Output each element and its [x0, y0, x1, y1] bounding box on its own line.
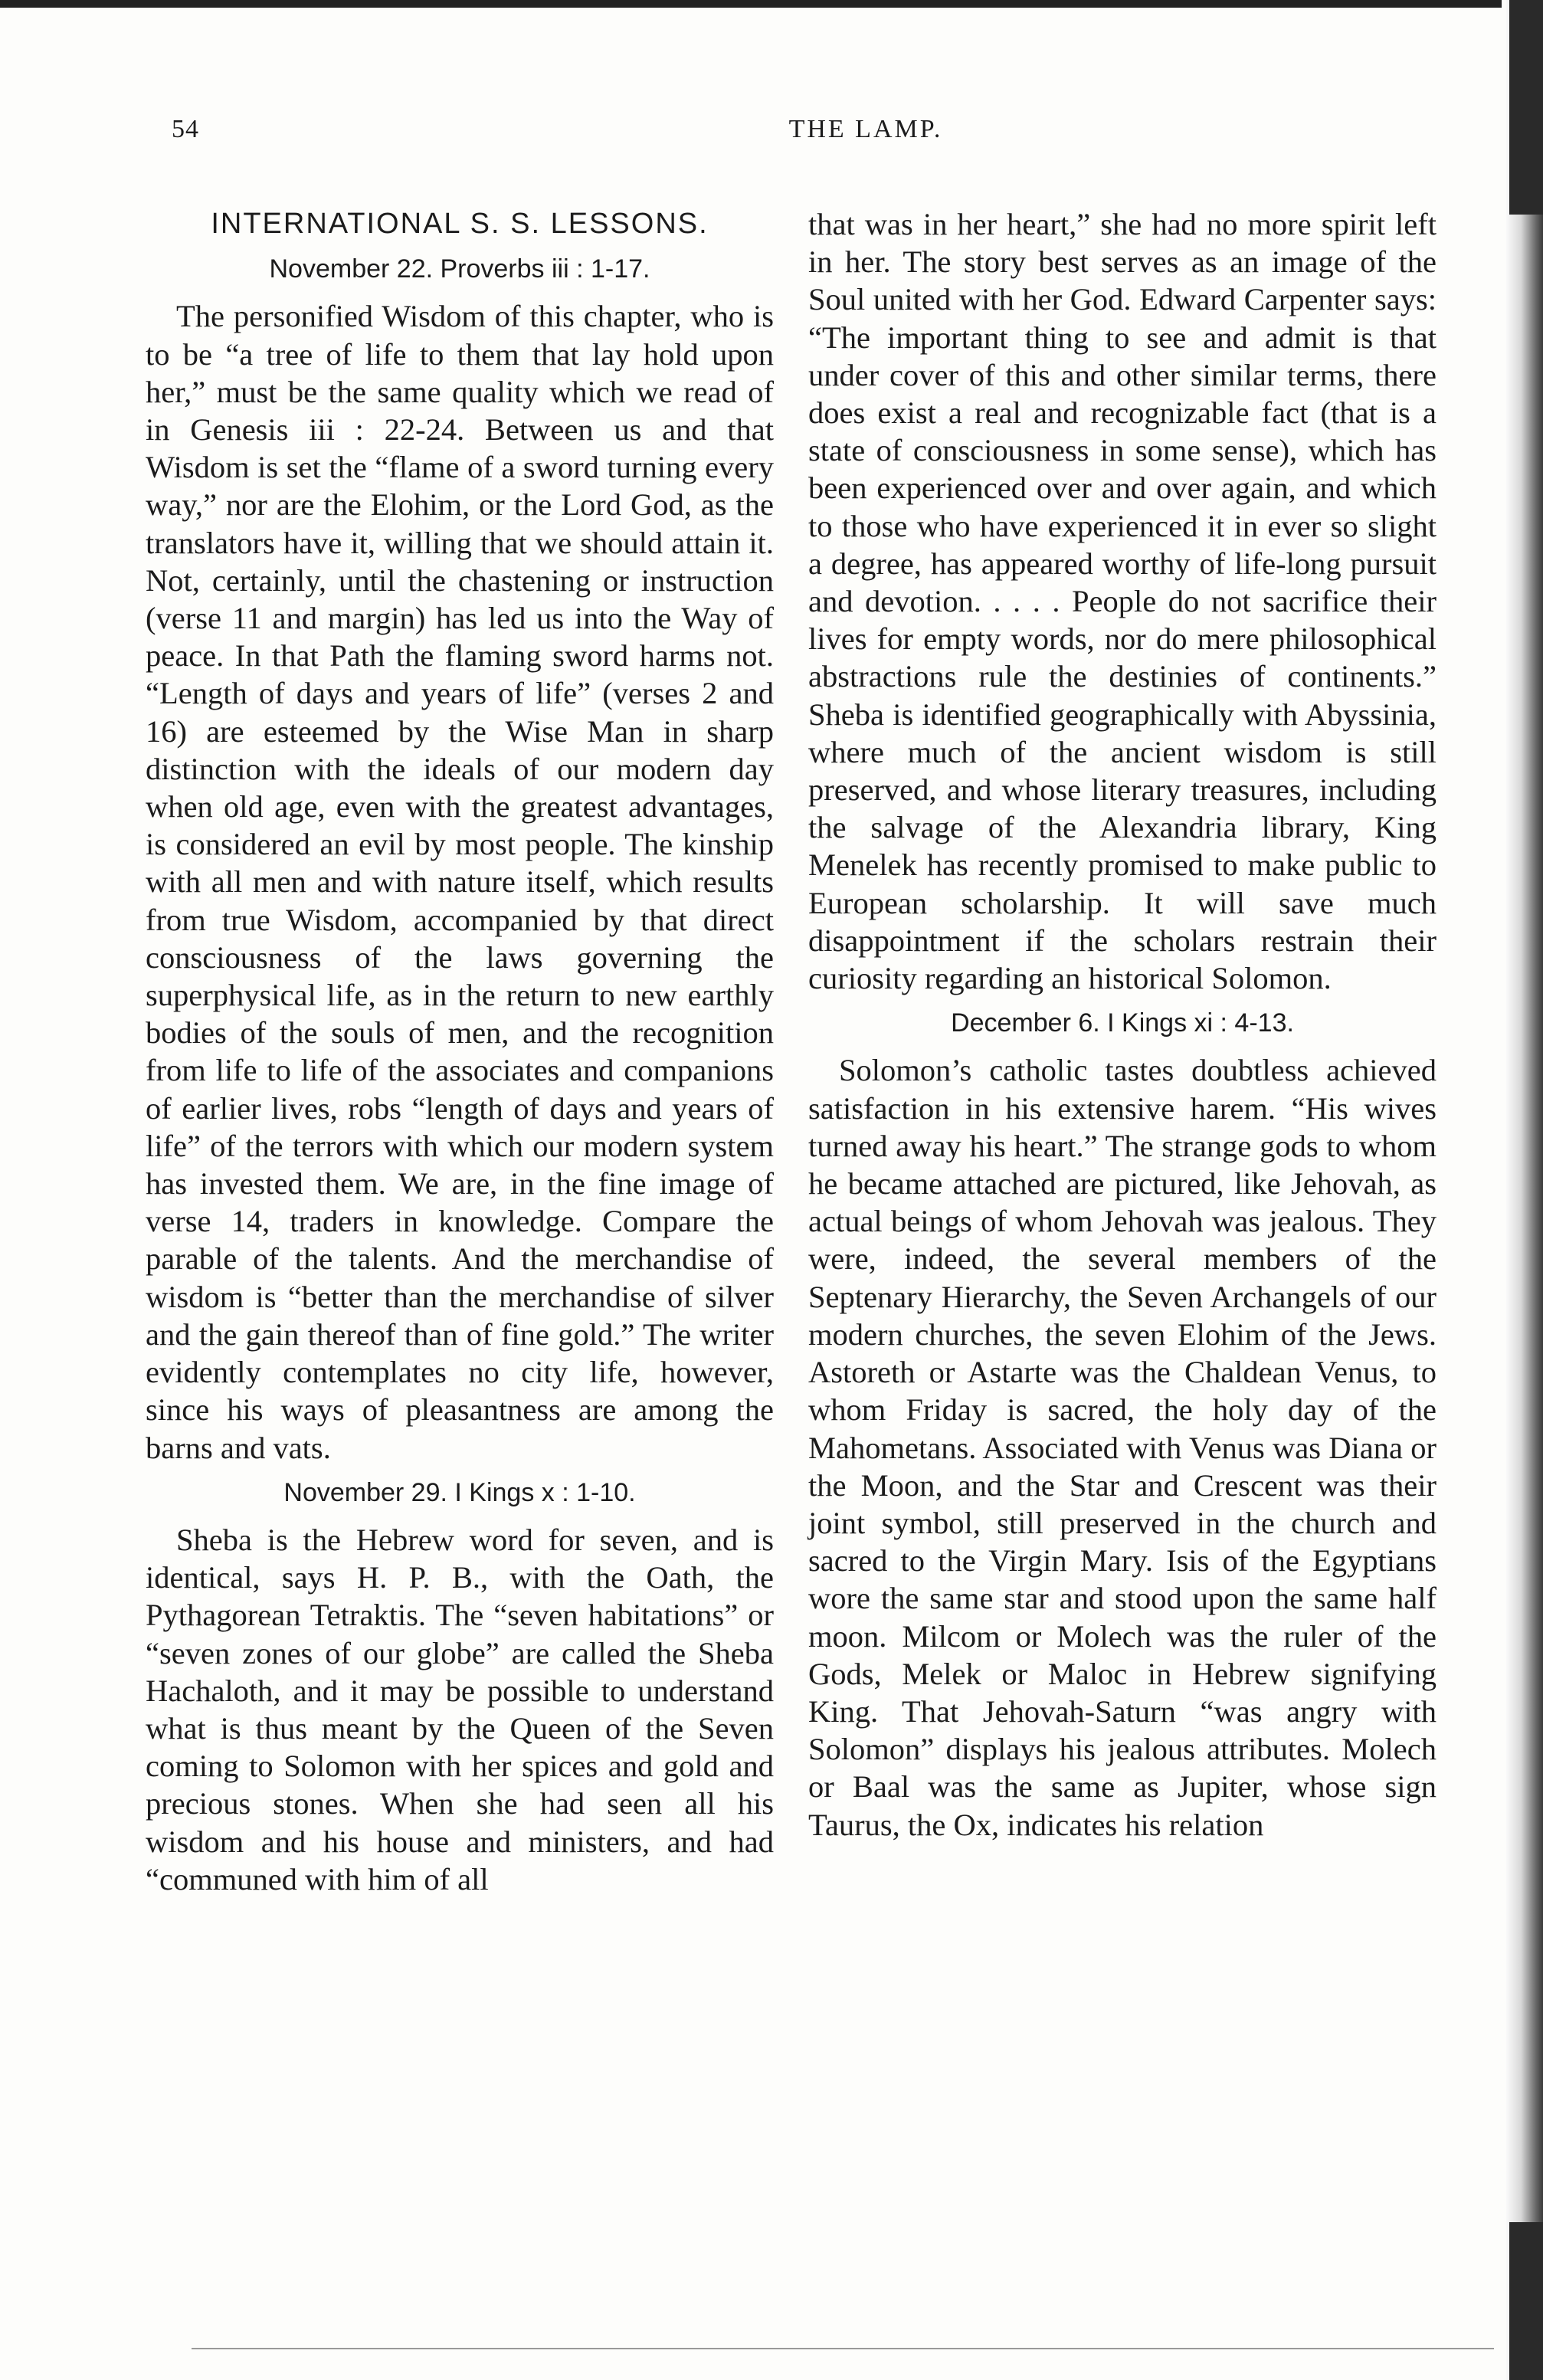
page-edge-shadow [1506, 0, 1543, 2380]
top-rule [0, 0, 1502, 8]
lesson-body-nov-29-continued: that was in her heart,” she had no more spirit left in her. The story best serves as an image of the Soul united with her God. Edward Carpenter says: “The important thing to see and admit is that under cover of this and other similar terms, there does exist a real and recognizable fact (that is a state of consciousness in some sense), which has been experienced over and over again, and which to those who have experienced it in ever so slight a degree, has appeared worthy of life-long pursuit and devotion. . . . . People do not sacrifice their lives for empty words, nor do mere philosophical abstractions rule the destinies of continents.” Sheba is identified geographically with Abyssinia, where much of the ancient wisdom is still preserved, and whose literary treasures, including the salvage of the Alexandria library, King Menelek has recently promised to make public to European scholarship. It will save much disappointment if the scholars restrain their curiosity regarding an historical Solomon. [808, 207, 1437, 996]
page-header [92, 115, 1456, 161]
section-heading: INTERNATIONAL S. S. LESSONS. [211, 208, 709, 240]
page-edge-shadow-top [1509, 0, 1543, 215]
lesson-body-dec-6: Solomon’s catholic tastes doubtless achieved satisfaction in his extensive harem. “His wives turned away his heart.” The strange gods to whom he became attached are pictured, like Jehovah, as actual beings of whom Jehovah was jealous. They were, indeed, the several members of the Septenary Hierarchy, the Seven Archangels of our modern churches, the seven Elohim of the Jews. Astoreth or Astarte was the Chaldean Venus, to whom Friday is sacred, the holy day of the Mahometans. Associated with Venus was Diana or the Moon, and the Star and Crescent was their joint symbol, still preserved in the church and sacred to the Virgin Mary. Isis of the Egyptians wore the same star and stood upon the same half moon. Milcom or Molech was the ruler of the Gods, Melek or Maloc in Hebrew signifying King. That Jehovah-Saturn “was angry with Solomon” displays his jealous attributes. Molech or Baal was the same as Jupiter, whose sign Taurus, the Ox, indicates his relation [808, 1053, 1437, 1842]
bottom-rule [192, 2348, 1494, 2349]
lesson-subhead-nov-22: November 22. Proverbs iii : 1-17. [269, 254, 650, 284]
page-number: 54 [172, 115, 199, 143]
lesson-body-nov-22: The personified Wisdom of this chapter, who is to be “a tree of life to them that lay hold upon her,” must be the same quality which we read of in Genesis iii : 22-24. Between us and that Wisdom is set the “flame of a sword turning every way,” nor are the Elohim, or the Lord God, as the translators have it, willing that we should attain it. Not, certainly, until the chastening or instruction (verse 11 and margin) has led us into the Way of peace. In that Path the flaming sword harms not. “Length of days and years of life” (verses 2 and 16) are esteemed by the Wise Man in sharp distinction with the ideals of our modern day when old age, even with the greatest advantages, is considered an evil by most people. The kinship with all men and with nature itself, which results from true Wisdom, accompanied by that direct consciousness of the laws governing the superphysical life, as in the return to new earthly bodies of the souls of men, and the recognition from life to life of the associates and companions of earlier lives, robs “length of days and years of life” of the terrors with which our modern system has invested them. We are, in the fine image of verse 14, traders in knowledge. Compare the parable of the talents. And the merchandise of wisdom is “better than the merchandise of silver and the gain thereof than of fine gold.” The writer evidently contemplates no city life, however, since his ways of pleasantness are among the barns and vats. [146, 299, 774, 1465]
right-column [808, 205, 1437, 1844]
lesson-subhead-dec-6: December 6. I Kings xi : 4-13. [951, 1008, 1294, 1038]
lesson-body-nov-29: Sheba is the Hebrew word for seven, and is identical, says H. P. B., with the Oath, the Pythagorean Tetraktis. The “seven habitations” or “seven zones of our globe” are called the Sheba Hachaloth, and it may be possible to understand what is thus meant by the Queen of the Seven coming to Solomon with her spices and gold and precious stones. When she had seen all his wisdom and his house and ministers, and had “communed with him of all [146, 1522, 774, 1896]
lesson-subhead-nov-29: November 29. I Kings x : 1-10. [283, 1477, 636, 1507]
page-edge-shadow-bottom [1509, 2222, 1543, 2380]
left-column [146, 205, 774, 1898]
running-title: THE LAMP. [788, 115, 943, 143]
